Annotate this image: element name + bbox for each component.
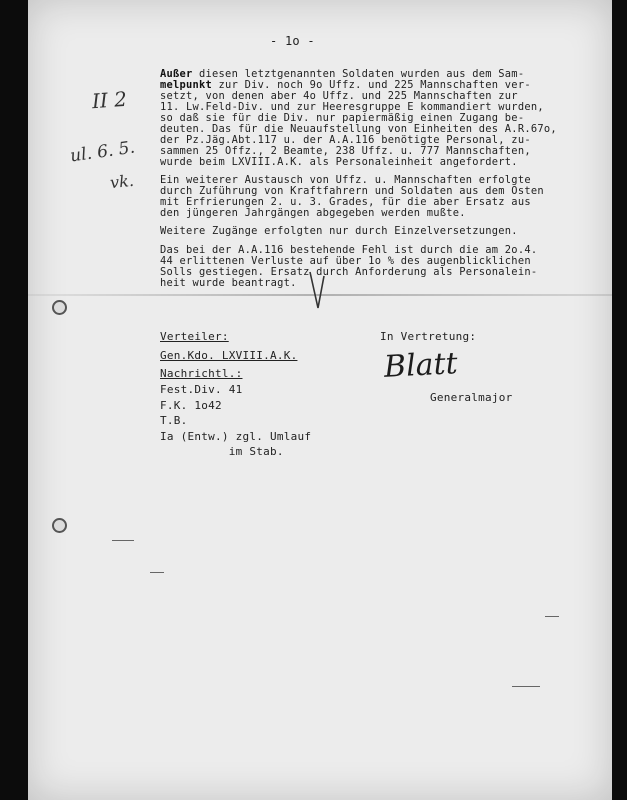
punch-hole-top	[52, 300, 67, 315]
check-mark	[306, 268, 328, 312]
margin-note-3: vk.	[109, 170, 135, 193]
signatory-rank: Generalmajor	[430, 391, 513, 404]
representation-label: In Vertretung:	[380, 330, 477, 343]
scan-right-edge	[612, 0, 627, 800]
dust-speck	[512, 686, 540, 687]
paragraph-3: Weitere Zugänge erfolgten nur durch Einzelversetzungen.	[160, 225, 518, 237]
text-run: diesen letztgenannten Soldaten wurden aus dem Sam-	[192, 68, 525, 80]
scan-left-edge	[0, 0, 28, 800]
distribution-list: Fest.Div. 41 F.K. 1o42 T.B. Ia (Entw.) zgl. Umlauf im Stab.	[160, 383, 312, 458]
margin-note-2: ul. 6. 5.	[68, 137, 137, 167]
text-run: zur Div. noch 9o Uffz. und 225 Mannschaften ver-	[212, 79, 531, 91]
distribution-heading: Verteiler:	[160, 330, 229, 343]
nachrichtlich-heading: Nachrichtl.:	[160, 367, 243, 380]
paragraph-2: Ein weiterer Austausch von Uffz. u. Mannschaften erfolgte durch Zuführung von Kraftfahrern und Soldaten aus dem Osten mit Erfrierungen 2. u. 3. Grades, für die aber Ersatz aus den jüngeren Jahrgängen abgegeben werden mußte.	[160, 174, 544, 219]
paragraph-4: Das bei der A.A.116 bestehende Fehl ist durch die am 2o.4. 44 erlittenen Verluste auf über 1o % des augenblicklichen Solls gestiegen. Ersatz durch Anforderung als Personalein- heit wurde beantragt.	[160, 244, 538, 289]
dust-speck	[150, 572, 164, 573]
distribution-recipient: Gen.Kdo. LXVIII.A.K.	[160, 349, 298, 362]
punch-hole-bottom	[52, 518, 67, 533]
dust-speck	[545, 616, 559, 617]
paragraph-1-body: setzt, von denen aber 4o Uffz. und 225 Mannschaften zur 11. Lw.Feld-Div. und zur Heeresgruppe E kommandiert wurden, so daß sie für die Div. nur papiermäßig einen Zugang be- deuten. Das für die Neuaufstellung von Einheiten des A.R.67o, der Pz.Jäg.Abt.117 u. der A.A.116 benötigte Personal, zu- sammen 25 Offz., 2 Beamte, 238 Uffz. u. 777 Mannschaften, wurde beim LXVIII.A.K. als Personaleinheit angefordert.	[160, 90, 557, 168]
emphasis-word: melpunkt	[160, 79, 213, 91]
page-number: - 1o -	[270, 34, 315, 48]
margin-note-1: II 2	[91, 86, 128, 114]
emphasis-word: Außer	[160, 68, 193, 80]
handwritten-signature: Blatt	[383, 346, 459, 385]
dust-speck	[112, 540, 134, 541]
